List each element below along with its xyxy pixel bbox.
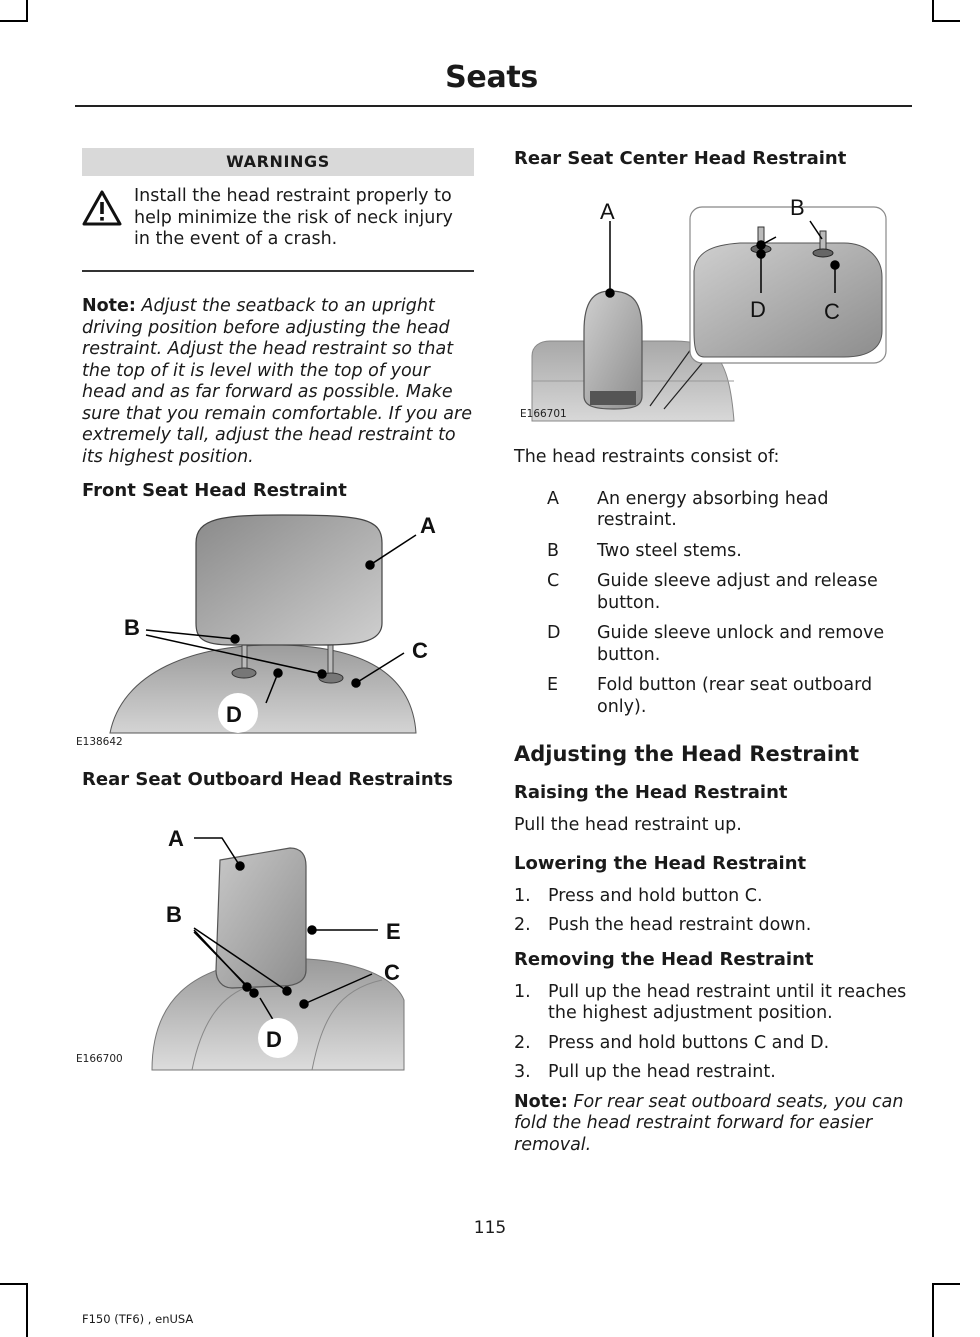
legend-text: Guide sleeve adjust and release button. [597,571,878,613]
legend-item [514,623,910,666]
rear-outboard-figure [76,800,474,1072]
legend-key: B [547,540,560,561]
center-callout-b: B [790,195,805,220]
rear-outboard-heading: Rear Seat Outboard Head Restraints [82,769,453,790]
header-rule [75,105,912,107]
step-item [514,886,910,908]
lowering-heading: Lowering the Head Restraint [514,852,807,874]
legend-list [514,489,910,719]
lowering-steps [514,886,910,937]
legend-item [514,675,910,718]
warnings-heading: WARNINGS [82,148,474,176]
legend-key: A [547,488,559,509]
outboard-callout-c: C [384,960,400,985]
warning-triangle-icon [82,190,134,230]
outboard-callout-d: D [266,1027,282,1052]
center-figure-id: E166701 [520,408,567,420]
center-callout-a: A [600,199,615,224]
center-callout-c: C [824,299,840,324]
crop-mark [932,1283,934,1337]
legend-intro: The head restraints consist of: [514,447,780,467]
step-text: Pull up the head restraint. [548,1062,776,1082]
note-fold-forward [514,1092,910,1157]
left-column [76,148,474,1072]
step-number: 1. [514,981,531,1002]
crop-mark [932,20,960,22]
legend-key: C [547,571,560,591]
note-adjust-seatback [82,296,474,468]
legend-key: E [547,675,559,695]
crop-mark [26,1283,28,1337]
removing-steps [514,982,910,1084]
front-callout-c: C [412,638,428,663]
rear-center-figure [514,181,910,421]
step-text: Pull up the head restraint until it reaches the highest adjustment position. [548,981,907,1023]
crop-mark [932,0,934,22]
page-title: Seats [445,60,538,95]
step-item [514,915,910,937]
warnings-divider [82,270,474,272]
adjusting-heading: Adjusting the Head Restraint [514,742,860,766]
page-number: 115 [473,1218,507,1238]
step-item [514,1033,910,1055]
legend-key: D [547,623,561,643]
crop-mark [0,20,28,22]
outboard-figure-id: E166700 [76,1053,123,1065]
front-callout-d: D [226,702,242,727]
legend-text: An energy absorbing head restraint. [597,488,829,530]
legend-text: Guide sleeve unlock and remove button. [597,623,885,665]
warnings-box [82,176,474,266]
legend-item [514,571,910,614]
step-number: 3. [514,1062,531,1082]
outboard-callout-b: B [166,902,182,927]
front-seat-heading: Front Seat Head Restraint [82,480,347,501]
step-number: 1. [514,885,531,906]
front-seat-figure [76,513,474,749]
step-text: Press and hold button C. [548,885,763,906]
note-label: Note: [514,1091,568,1112]
warnings-text: Install the head restraint properly to help minimize the risk of neck injury in the event of a crash. [134,186,453,249]
outboard-callout-e: E [386,919,401,944]
crop-mark [0,1283,28,1285]
center-callout-d: D [750,297,766,322]
note-text: Adjust the seatback to an upright driving position before adjusting the head restraint. Adjust the head restraint so that the top of it is level with the top of your head and as far forward as possible. Make sure that you remain comfortable. If you are extremely tall, adjust the head restraint to its highest position. [82,296,472,467]
step-number: 2. [514,915,531,935]
front-callout-a: A [420,513,436,538]
step-number: 2. [514,1032,531,1053]
removing-heading: Removing the Head Restraint [514,948,814,970]
front-callout-b: B [124,615,140,640]
note-text: For rear seat outboard seats, you can fold the head restraint forward for easier removal. [514,1091,904,1155]
step-text: Push the head restraint down. [548,915,812,935]
legend-item [514,489,910,532]
step-text: Press and hold buttons C and D. [548,1032,830,1053]
crop-mark [26,0,28,22]
footer-text: F150 (TF6) , enUSA [82,1312,194,1326]
legend-text: Fold button (rear seat outboard only). [597,675,873,717]
step-item [514,1062,910,1084]
raising-text: Pull the head restraint up. [514,815,742,835]
note-label: Note: [82,296,136,316]
step-item [514,982,910,1025]
outboard-callout-a: A [168,826,184,851]
front-figure-id: E138642 [76,736,123,748]
legend-text: Two steel stems. [597,540,742,561]
legend-item [514,541,910,563]
right-column [514,148,910,1156]
rear-center-heading: Rear Seat Center Head Restraint [514,148,847,169]
raising-heading: Raising the Head Restraint [514,782,788,803]
crop-mark [932,1283,960,1285]
